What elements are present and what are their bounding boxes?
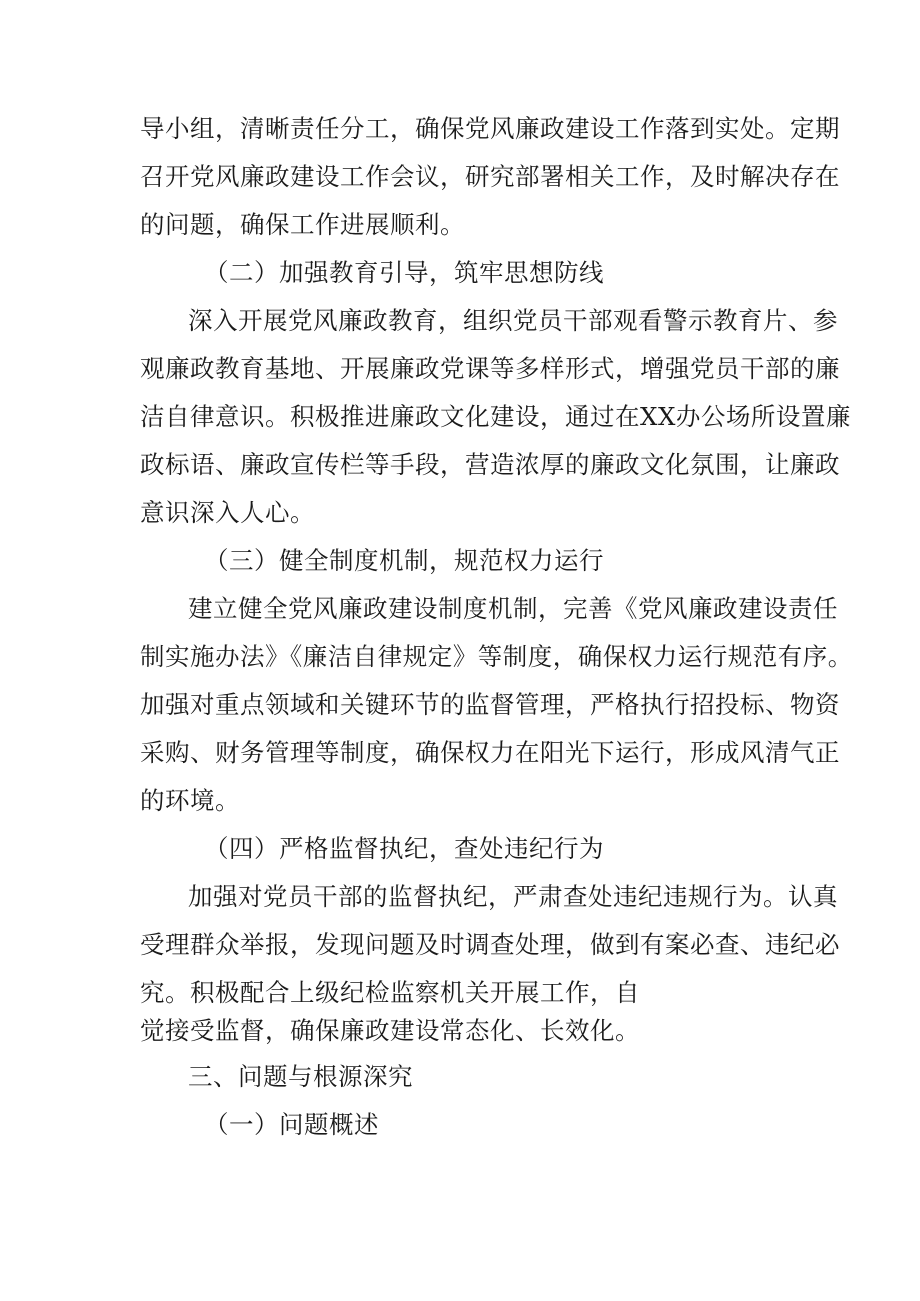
section-heading: （一）问题概述 [204, 1110, 379, 1139]
paragraph-line: 观廉政教育基地、开展廉政党课等多样形式，增强党员干部的廉 [140, 354, 840, 383]
paragraph-line: 洁自律意识。积极推进廉政文化建设，通过在XX办公场所设置廉 [140, 402, 851, 431]
paragraph-line: 的环境。 [140, 786, 240, 815]
paragraph-line: 加强对党员干部的监督执纪，严肃查处违纪违规行为。认真 [188, 882, 838, 911]
chapter-heading: 三、问题与根源深究 [188, 1062, 413, 1091]
paragraph-line: 深入开展党风廉政教育，组织党员干部观看警示教育片、参 [188, 306, 838, 335]
paragraph-line: 受理群众举报，发现问题及时调查处理，做到有案必查、违纪必 [140, 930, 840, 959]
paragraph-line: 召开党风廉政建设工作会议，研究部署相关工作，及时解决存在 [140, 162, 840, 191]
paragraph-line: 导小组，清晰责任分工，确保党风廉政建设工作落到实处。定期 [140, 114, 840, 143]
paragraph-line: 觉接受监督，确保廉政建设常态化、长效化。 [140, 1016, 640, 1045]
paragraph-line: 加强对重点领域和关键环节的监督管理，严格执行招投标、物资 [140, 690, 840, 719]
paragraph-line: 的问题，确保工作进展顺利。 [140, 210, 465, 239]
paragraph-line: 建立健全党风廉政建设制度机制，完善《党风廉政建设责任 [188, 594, 838, 623]
section-heading: （二）加强教育引导，筑牢思想防线 [204, 258, 604, 287]
paragraph-line: 制实施办法》《廉洁自律规定》等制度，确保权力运行规范有序。 [140, 642, 853, 671]
paragraph-line: 究。积极配合上级纪检监察机关开展工作，自 [140, 978, 640, 1007]
paragraph-line: 意识深入人心。 [140, 498, 315, 527]
paragraph-line: 采购、财务管理等制度，确保权力在阳光下运行，形成风清气正 [140, 738, 840, 767]
section-heading: （三）健全制度机制，规范权力运行 [204, 546, 604, 575]
paragraph-line: 政标语、廉政宣传栏等手段，营造浓厚的廉政文化氛围，让廉政 [140, 450, 840, 479]
section-heading: （四）严格监督执纪，查处违纪行为 [204, 834, 604, 863]
